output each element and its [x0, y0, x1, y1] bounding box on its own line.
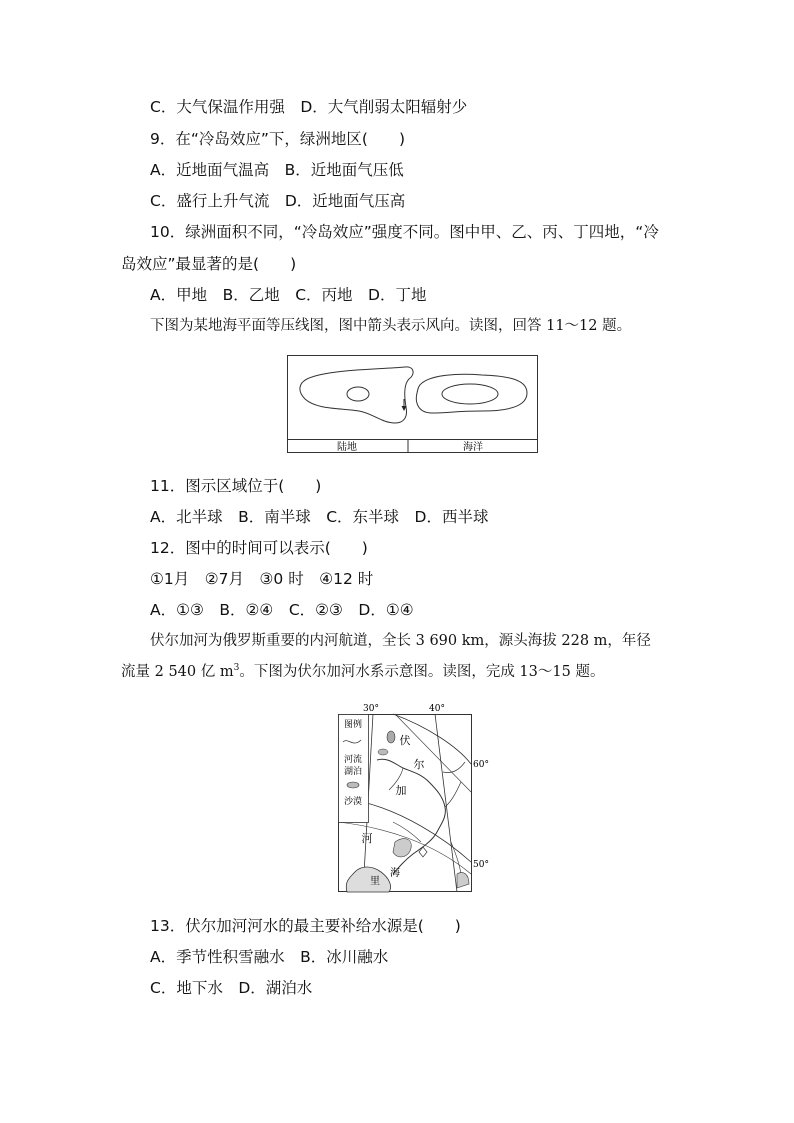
- legend-lake-label: 湖泊: [343, 767, 363, 777]
- q13-options-ab: A．季节性积雪融水 B．冰川融水: [150, 948, 389, 966]
- isobar-figure: [287, 355, 539, 454]
- q9-options-ab: A．近地面气温高 B．近地面气压低: [150, 161, 404, 179]
- legend-lake-symbol: [347, 782, 359, 788]
- q12-choices: ①1月 ②7月 ③0 时 ④12 时: [150, 570, 374, 588]
- q11-stem: 11．图示区域位于( ): [150, 477, 322, 495]
- intro-13-15-line2-post: 。下图为伏尔加河水系示意图。读图，完成 13～15 题。: [239, 664, 605, 680]
- river-name-char-4: 河: [361, 832, 373, 845]
- intro-13-15-line1: 伏尔加河为俄罗斯重要的内河航道，全长 3 690 km，源头海拔 228 m，年径: [150, 633, 651, 649]
- volga-map: [333, 702, 493, 896]
- legend-desert-label: 沙漠: [343, 797, 363, 807]
- lon-40-label: 40°: [429, 704, 445, 714]
- q13-stem: 13．伏尔加河河水的最主要补给水源是( ): [150, 917, 461, 935]
- q10-stem-line1: 10．绿洲面积不同，“冷岛效应”强度不同。图中甲、乙、丙、丁四地，“冷: [150, 223, 659, 241]
- sea-name-char-1: 里: [370, 876, 380, 887]
- q10-stem-line2: 岛效应”最显著的是( ): [121, 255, 297, 273]
- intro-11-12: 下图为某地海平面等压线图，图中箭头表示风向。读图，回答 11～12 题。: [150, 318, 632, 334]
- q9-options-cd: C．盛行上升气流 D．近地面气压高: [150, 192, 406, 210]
- legend-title: 图例: [343, 720, 363, 730]
- q8-options-cd: C．大气保温作用强 D．大气削弱太阳辐射少: [150, 98, 468, 116]
- legend-river-label: 河流: [343, 755, 363, 765]
- intro-13-15-line2: [121, 661, 604, 683]
- lat-60-label: 60°: [473, 760, 489, 770]
- river-name-char-2: 尔: [413, 758, 425, 771]
- lat-50-label: 50°: [473, 860, 489, 870]
- land-label: 陆地: [337, 442, 357, 453]
- lon-30-label: 30°: [363, 704, 379, 714]
- q11-options: A．北半球 B．南半球 C．东半球 D．西半球: [150, 508, 489, 526]
- unit-superscript: 3: [233, 663, 240, 674]
- lake-rybinsk: [378, 749, 388, 755]
- lake-ladoga: [387, 731, 395, 743]
- intro-13-15-line2-pre: 流量 2 540 亿 m: [121, 664, 234, 680]
- ocean-label: 海洋: [463, 442, 483, 453]
- q12-options: A．①③ B．②④ C．②③ D．①④: [150, 601, 414, 619]
- q9-stem: 9．在“冷岛效应”下，绿洲地区( ): [150, 130, 406, 148]
- q13-options-cd: C．地下水 D．湖泊水: [150, 979, 313, 997]
- q12-stem: 12．图中的时间可以表示( ): [150, 539, 368, 557]
- river-name-char-1: 伏: [399, 734, 411, 747]
- river-name-char-3: 加: [395, 784, 407, 797]
- q10-options: A．甲地 B．乙地 C．丙地 D．丁地: [150, 286, 427, 304]
- sea-name-char-2: 海: [390, 868, 400, 879]
